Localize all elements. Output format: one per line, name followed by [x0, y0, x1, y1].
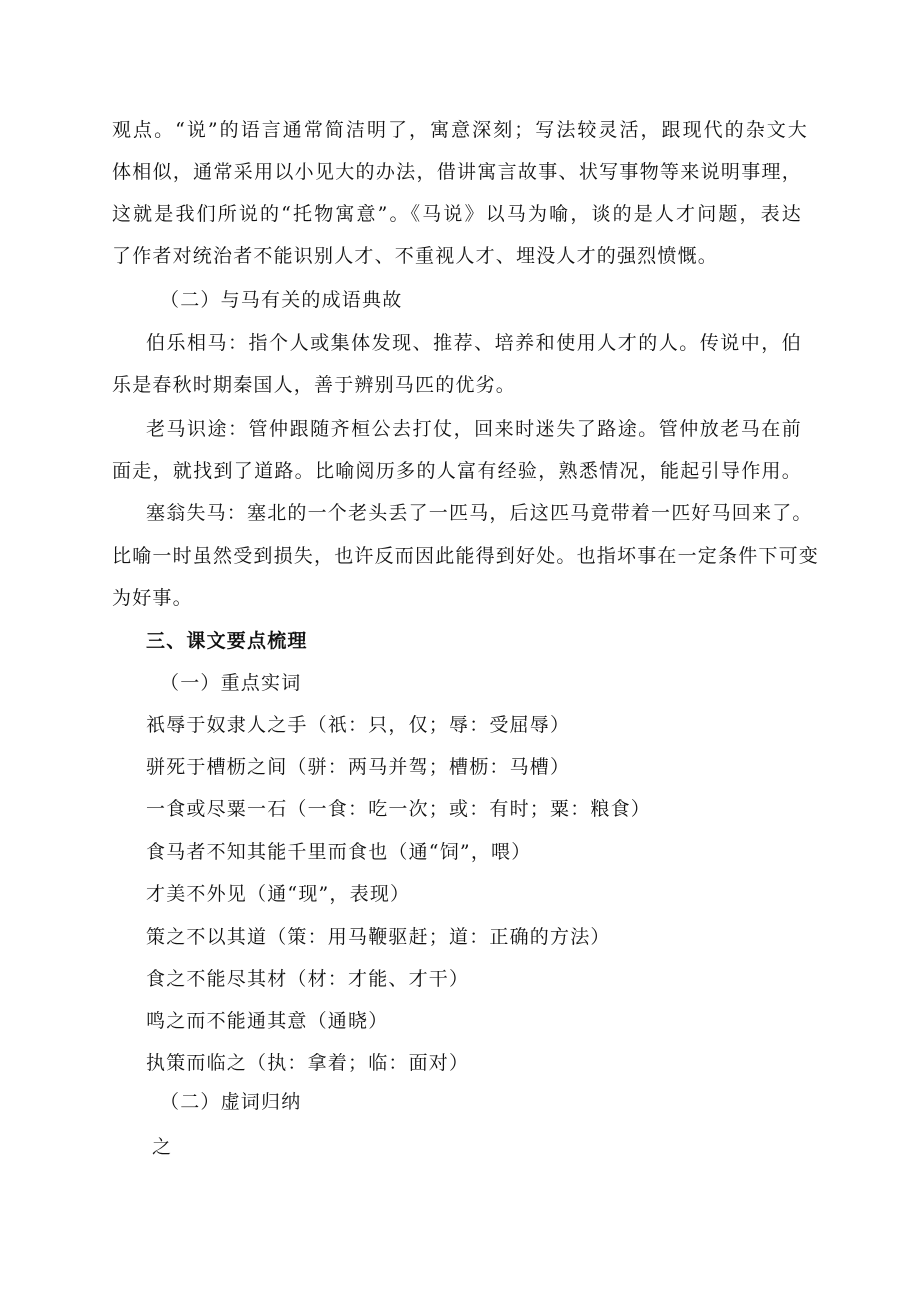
intro-line-2: 体相似，通常采用以小见大的办法，借讲寓言故事、状写事物等来说明事理，	[112, 161, 802, 183]
sub-heading-key-words: （一）重点实词	[160, 672, 302, 694]
intro-line-3: 这就是我们所说的“托物寓意”。《马说》以马为喻，谈的是人才问题，表达	[112, 203, 802, 225]
key-word-item-7: 食之不能尽其材（材：才能、才干）	[146, 968, 470, 990]
intro-line-1: 观点。“说”的语言通常简洁明了，寓意深刻；写法较灵活，跟现代的杂文大	[112, 119, 808, 141]
bole-line-1: 伯乐相马：指个人或集体发现、推荐、培养和使用人才的人。传说中，伯	[146, 332, 802, 354]
bole-line-2: 乐是春秋时期秦国人，善于辨别马匹的优劣。	[112, 374, 517, 396]
saiweng-line-3: 为好事。	[112, 587, 193, 609]
laoma-line-1: 老马识途：管仲跟随齐桓公去打仗，回来时迷失了路途。管仲放老马在前	[146, 418, 802, 440]
key-word-item-6: 策之不以其道（策：用马鞭驱赶；道：正确的方法）	[146, 926, 611, 948]
key-word-item-2: 骈死于槽枥之间（骈：两马并驾；槽枥：马槽）	[146, 756, 571, 778]
laoma-line-2: 面走，就找到了道路。比喻阅历多的人富有经验，熟悉情况，能起引导作用。	[112, 460, 802, 482]
saiweng-line-2: 比喻一时虽然受到损失，也许反而因此能得到好处。也指坏事在一定条件下可变	[112, 545, 820, 567]
key-word-item-4: 食马者不知其能千里而食也（通“饲”，喂）	[146, 841, 532, 863]
section-three-heading: 三、课文要点梳理	[146, 630, 308, 652]
idioms-heading: （二）与马有关的成语典故	[160, 289, 403, 311]
key-word-item-8: 鸣之而不能通其意（通晓）	[146, 1010, 389, 1032]
saiweng-line-1: 塞翁失马：塞北的一个老头丢了一匹马，后这匹马竟带着一匹好马回来了。	[146, 502, 813, 524]
intro-line-4: 了作者对统治者不能识别人才、不重视人才、埋没人才的强烈愤慨。	[112, 245, 719, 267]
key-word-item-9: 执策而临之（执：拿着；临：面对）	[146, 1052, 470, 1074]
key-word-item-3: 一食或尽粟一石（一食：吃一次；或：有时；粟：粮食）	[146, 798, 652, 820]
key-word-item-1: 祇辱于奴隶人之手（祇：只，仅；辱：受屈辱）	[146, 714, 571, 736]
sub-heading-function-words: （二）虚词归纳	[160, 1091, 302, 1113]
function-word-zhi: 之	[152, 1136, 173, 1158]
key-word-item-5: 才美不外见（通“现”，表现）	[146, 883, 411, 905]
